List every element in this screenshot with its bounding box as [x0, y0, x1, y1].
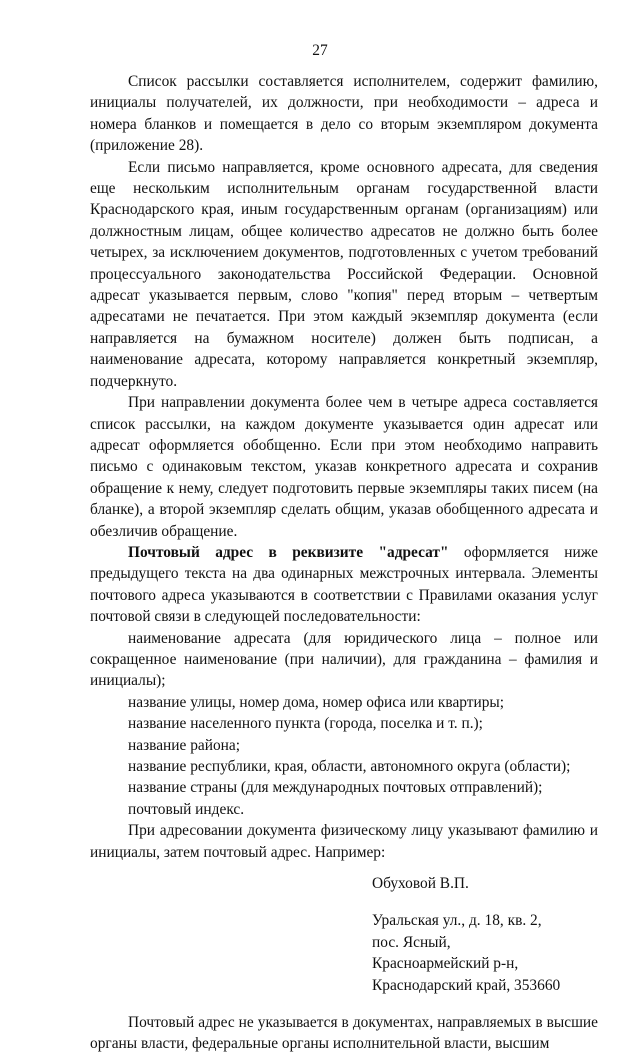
address-line: Уральская ул., д. 18, кв. 2, — [372, 912, 542, 930]
list-item: почтовый индекс. — [128, 800, 245, 818]
address-line: Красноармейский р-н, — [372, 955, 519, 973]
list-item: название района; — [128, 736, 240, 754]
paragraph-postal-address-rule — [90, 542, 598, 628]
list-item: название населенного пункта (города, поселка и т. п.); — [128, 715, 483, 733]
postal-address-rule-text: оформляется ниже предыдущего текста на два одинарных межстрочных интервала. Элементы почтового адреса указываются в соответствии с Правилами оказания услуг почтовой связи в следующей последовательности: — [90, 543, 598, 626]
paragraph-no-postal-address: Почтовый адрес не указывается в документах, направляемых в высшие органы власти, федеральные органы исполнительной власти, высшим — [90, 1014, 598, 1053]
list-item: название улицы, номер дома, номер офиса или квартиры; — [128, 693, 505, 711]
list-item: наименование адресата (для юридического лица – полное или сокращенное наименование (при наличии), для гражданина – фамилия и инициалы); — [90, 629, 598, 690]
address-line: Краснодарский край, 353660 — [372, 976, 561, 994]
address-elements-list — [90, 628, 598, 821]
list-item: название республики, края, области, автономного округа (области); — [128, 758, 571, 775]
paragraph-multiple-addressees: Если письмо направляется, кроме основного адресата, для сведения еще нескольким исполнительным органам государственной власти Краснодарского края, иным государственным органам (организациям) или должностным лицам, общее количество адресатов не должно быть более четырех, за исключением документов, подготовленных с учетом требований процессуального законодательства Российской Федерации. Основной адресат указывается первым, слово "копия" перед вторым – четвертым адресатами не печатается. При этом каждый экземпляр документа (если направляется на бумажном носителе) должен быть подписан, а наименование адресата, которому направляется конкретный экземпляр, подчеркнуто. — [90, 158, 598, 390]
paragraph-more-than-four: При направлении документа более чем в четыре адреса составляется список рассылки, на каждом документе указывается один адресат или адресат оформляется обобщенно. Если при этом необходимо направить письмо с одинаковым текстом, указав конкретного адресата и сохранив обращение к нему, следует подготовить первые экземпляры таких писем (на бланке), а второй экземпляр сделать общим, указав обобщенного адресата и обезличив обращение. — [90, 394, 598, 540]
paragraph-individual-addressee: При адресовании документа физическому лицу указывают фамилию и инициалы, затем почтовый адрес. Например: — [90, 822, 598, 861]
address-line: пос. Ясный, — [372, 933, 451, 951]
document-body — [90, 71, 598, 1055]
example-address — [372, 910, 598, 996]
example-addressee: Обуховой В.П. — [372, 875, 469, 893]
paragraph-mailing-list: Список рассылки составляется исполнителем, содержит фамилию, инициалы получателей, их должности, при необходимости – адреса и номера бланков и помещается в дело со вторым экземпляром документа (приложение 28). — [90, 73, 598, 155]
list-item: название страны (для международных почтовых отправлений); — [128, 779, 543, 797]
page-number: 27 — [312, 42, 328, 59]
postal-address-heading: Почтовый адрес в реквизите "адресат" — [128, 543, 449, 561]
